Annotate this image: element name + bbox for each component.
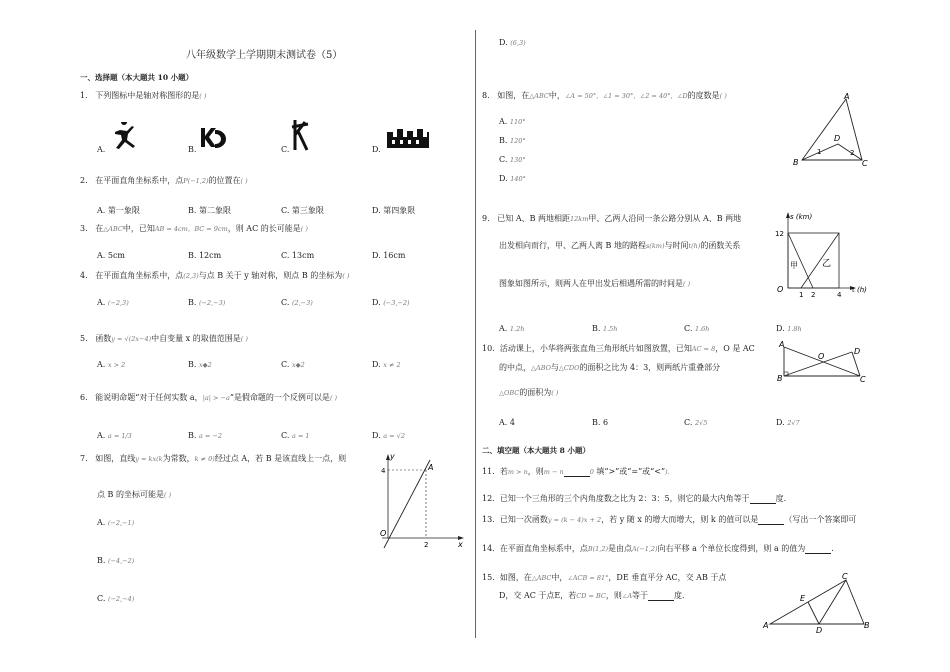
option-b: B. a = −2 (188, 431, 223, 440)
option-b: B. x◆2 (188, 360, 212, 369)
question-10-line-3: △OBC的面积为( ) (499, 388, 559, 397)
t-axis-label: t (h) (852, 286, 867, 294)
q10-triangles-figure (776, 340, 868, 386)
question-14: 14. 在平面直角坐标系中，点B(1,2)是由点A(−1,2)向右平移 a 个单位长度得到，则 a 的值为 . (482, 544, 834, 553)
point-o: O (818, 352, 825, 361)
kyrie-logo-icon (290, 118, 312, 152)
answer-blank[interactable] (564, 469, 590, 477)
vertex-a: A (844, 92, 850, 101)
q7-option-d: D. (6,3) (499, 38, 526, 47)
answer-blank[interactable] (648, 593, 674, 601)
section-heading-choice: 一、选择题（本大题共 10 小题） (80, 73, 194, 82)
tick-12: 12 (775, 230, 784, 238)
angle-2: 2 (850, 149, 855, 157)
tick-4: 4 (837, 291, 842, 299)
vertex-b: B (793, 158, 799, 167)
crown-logo-icon (386, 128, 430, 150)
option-d: D. 1.8h (776, 324, 802, 333)
question-9-line-2: 出发相向而行，甲、乙两人离 B 地的路程s(km)与时间t(h)的函数关系 (499, 241, 741, 250)
page-title: 八年级数学上学期期末测试卷（5） (186, 50, 343, 61)
option-d: D. 第四象限 (372, 206, 416, 215)
option-b: B. 第二象限 (188, 206, 231, 215)
option-d: D. 16cm (372, 251, 406, 260)
option-c: C. 2√5 (684, 418, 708, 427)
vertex-b: B (777, 374, 783, 383)
option-a: A. 第一象限 (97, 206, 140, 215)
tick-1: 1 (799, 291, 804, 299)
option-b: B. (−4,−2) (97, 556, 135, 565)
option-c-label: C. (281, 145, 290, 154)
point-d: D (816, 626, 823, 635)
jia-label: 甲 (790, 261, 798, 270)
question-5: 5. 函数y = √(2x−4)中自变量 x 的取值范围是( ) (80, 334, 248, 343)
option-b: B. (−2,−3) (188, 298, 226, 307)
kd-logo-icon (198, 124, 232, 152)
vertex-c: C (862, 159, 868, 168)
option-a-label: A. (97, 145, 106, 154)
question-2: 2. 在平面直角坐标系中，点P(−1,2)的位置在( ) (80, 176, 248, 185)
answer-blank[interactable] (758, 517, 784, 525)
q15-triangle-figure (762, 570, 874, 636)
option-c: C. a = 1 (281, 431, 310, 440)
tick-2: 2 (811, 291, 816, 299)
vertex-d: D (854, 347, 861, 356)
option-c: C. (−2,−4) (97, 594, 135, 603)
option-d: D. a = √2 (372, 431, 405, 440)
option-a: A. (−2,−1) (97, 518, 135, 527)
option-d-label: D. (372, 145, 381, 154)
option-a: A. (−2,3) (97, 298, 129, 307)
option-d: D. (−3,−2) (372, 298, 410, 307)
q9-distance-time-graph (772, 208, 872, 300)
option-a: A. 4 (499, 418, 515, 427)
y-axis-label: y (390, 452, 395, 461)
option-a: A. x > 2 (97, 360, 126, 369)
vertex-b: B (864, 621, 870, 630)
origin-label: O (380, 529, 387, 538)
option-b: B. 6 (592, 418, 609, 427)
option-c: C. (2,−3) (281, 298, 313, 307)
column-divider (475, 30, 476, 638)
option-d: D. x ≠ 2 (372, 360, 401, 369)
origin-label: O (777, 285, 784, 294)
question-12: 12. 已知一个三角形的三个内角度数之比为 2：3：5，则它的最大内角等于 度. (482, 494, 787, 503)
section-heading-fill: 二、填空题（本大题共 8 小题） (482, 446, 590, 455)
option-a: A. 5cm (97, 251, 126, 260)
option-a: A. 110° (499, 117, 526, 126)
tick-4: 4 (381, 467, 386, 475)
option-d: D. 140° (499, 174, 526, 183)
s-axis-label: s (km) (790, 213, 813, 221)
option-b: B. 120° (499, 136, 526, 145)
question-7: 7. 如图，直线y = kx(k为常数，k ≠ 0)经过点 A，若 B 是该直线上一点，则 (80, 454, 347, 463)
question-10: 10. 活动课上，小华将两张直角三角形纸片如图放置，已知AC = 8，O 是 AC (482, 344, 755, 353)
jumpman-logo-icon (107, 122, 141, 152)
option-b: B. 12cm (188, 251, 222, 260)
question-15: 15. 如图，在△ABC中，∠ACB = 81°，DE 垂直平分 AC，交 AB 于点 (482, 573, 727, 582)
answer-blank[interactable] (750, 496, 776, 504)
vertex-d: D (834, 134, 841, 143)
option-b: B. 1.5h (592, 324, 618, 333)
question-11: 11. 若m > n，则m − n 0 填“>”或“=”或“<”). (482, 467, 670, 476)
option-d: D. 2√7 (776, 418, 800, 427)
q7-line-graph (378, 450, 468, 550)
angle-1: 1 (817, 148, 822, 156)
point-e: E (800, 594, 806, 603)
question-10-line-2: 的中点，△ABO与△CDO的面积之比为 4：3，则两纸片重叠部分 (499, 363, 721, 372)
question-8: 8. 如图，在△ABC中，∠A = 50°，∠1 = 30°，∠2 = 40°，∠D的度数是( ) (482, 91, 727, 100)
q8-triangle-figure (790, 92, 870, 172)
option-c: C. 13cm (281, 251, 315, 260)
question-3: 3. 在△ABC中，已知AB = 4cm，BC = 9cm，则 AC 的长可能是( ) (80, 224, 308, 233)
question-1: 1. 下列图标中是轴对称图形的是( ) (80, 91, 207, 100)
option-b-label: B. (188, 145, 197, 154)
question-13: 13. 已知一次函数y = (k − 4)x + 2，若 y 随 x 的增大而增大，则 k 的值可以是 （写出一个答案即可 (482, 515, 857, 524)
question-4: 4. 在平面直角坐标系中，点(2,3)与点 B 关于 y 轴对称，则点 B 的坐标为( ) (80, 271, 350, 280)
option-a: A. a = 1/3 (97, 431, 132, 440)
question-9: 9. 已知 A、B 两地相距12km甲、乙两人沿同一条公路分别从 A、B 两地 (482, 214, 742, 223)
vertex-a: A (763, 621, 769, 630)
vertex-c: C (842, 572, 848, 581)
question-15-line-2: D，交 AC 于点E，若CD = BC，则∠A等于 度. (499, 591, 685, 600)
vertex-c: C (860, 375, 866, 384)
point-a-label: A (428, 463, 434, 472)
option-c: C. 第三象限 (281, 206, 324, 215)
yi-label: 乙 (822, 259, 832, 269)
answer-blank[interactable] (805, 546, 831, 554)
question-6: 6. 能说明命题“对于任何实数 a，|a| > −a”是假命题的一个反例可以是( ) (80, 393, 338, 402)
x-axis-label: x (458, 540, 463, 549)
question-9-line-3: 图象如图所示，则两人在甲出发后相遇所需的时间是( ) (499, 279, 691, 288)
vertex-a: A (779, 340, 785, 349)
question-7-line-2: 点 B 的坐标可能是( ) (97, 490, 172, 499)
option-c: C. 1.6h (684, 324, 710, 333)
tick-2: 2 (424, 541, 429, 549)
option-c: C. x◆2 (281, 360, 305, 369)
option-a: A. 1.2h (499, 324, 525, 333)
option-c: C. 130° (499, 155, 526, 164)
